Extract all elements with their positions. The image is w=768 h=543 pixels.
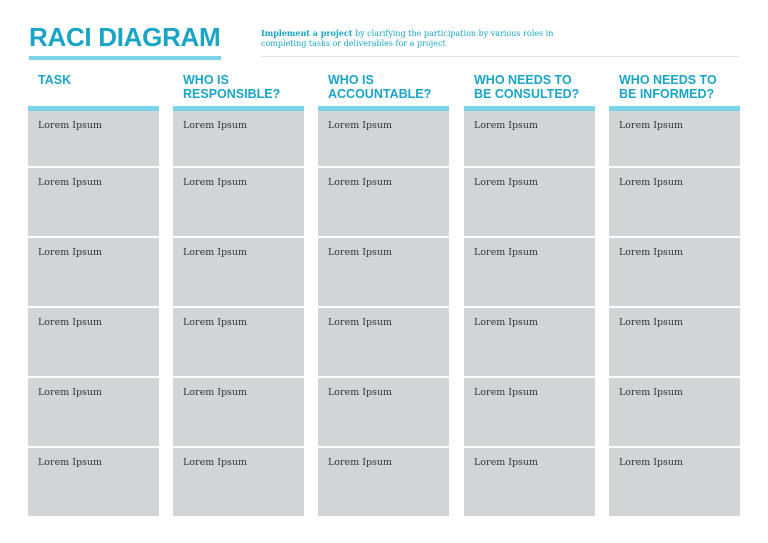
table-cell (28, 168, 159, 236)
cell-text: Lorem Ipsum (619, 177, 684, 188)
table-cell (318, 238, 449, 306)
table-cell (464, 111, 595, 166)
table-cell (318, 448, 449, 516)
column-header-task: TASK (38, 73, 72, 87)
column-header-responsible: WHO IS RESPONSIBLE? (183, 73, 281, 101)
table-cell (28, 238, 159, 306)
cell-text: Lorem Ipsum (619, 387, 684, 398)
table-cell (173, 168, 304, 236)
cell-text: Lorem Ipsum (474, 177, 539, 188)
cell-text: Lorem Ipsum (183, 387, 248, 398)
table-cell (318, 378, 449, 446)
cell-text: Lorem Ipsum (328, 247, 393, 258)
cell-text: Lorem Ipsum (183, 247, 248, 258)
column-header-consulted: WHO NEEDS TO BE CONSULTED? (474, 73, 580, 101)
cell-text: Lorem Ipsum (183, 177, 248, 188)
cell-text: Lorem Ipsum (619, 317, 684, 328)
cell-text: Lorem Ipsum (619, 457, 684, 468)
table-cell (28, 448, 159, 516)
table-cell (609, 378, 740, 446)
cell-text: Lorem Ipsum (619, 247, 684, 258)
table-cell (609, 238, 740, 306)
cell-text: Lorem Ipsum (38, 120, 103, 131)
table-cell (318, 308, 449, 376)
table-cell (173, 111, 304, 166)
cell-text: Lorem Ipsum (38, 317, 103, 328)
cell-text: Lorem Ipsum (38, 387, 103, 398)
cell-text: Lorem Ipsum (474, 387, 539, 398)
table-cell (28, 111, 159, 166)
table-cell (464, 308, 595, 376)
cell-text: Lorem Ipsum (474, 120, 539, 131)
table-cell (318, 168, 449, 236)
header-divider (261, 56, 739, 57)
table-cell (173, 378, 304, 446)
table-cell (28, 378, 159, 446)
title-underline (29, 56, 221, 60)
cell-text: Lorem Ipsum (474, 247, 539, 258)
page-subtitle (261, 28, 561, 49)
cell-text: Lorem Ipsum (328, 387, 393, 398)
table-cell (609, 111, 740, 166)
cell-text: Lorem Ipsum (328, 317, 393, 328)
cell-text: Lorem Ipsum (183, 457, 248, 468)
cell-text: Lorem Ipsum (183, 317, 248, 328)
cell-text: Lorem Ipsum (328, 120, 393, 131)
table-cell (464, 238, 595, 306)
column-header-informed: WHO NEEDS TO BE INFORMED? (619, 73, 717, 101)
cell-text: Lorem Ipsum (38, 177, 103, 188)
cell-text: Lorem Ipsum (38, 247, 103, 258)
table-cell (609, 168, 740, 236)
subtitle-emphasis: Implement a project (261, 28, 353, 38)
table-cell (173, 238, 304, 306)
table-cell (464, 378, 595, 446)
cell-text: Lorem Ipsum (328, 457, 393, 468)
table-cell (464, 168, 595, 236)
table-cell (609, 308, 740, 376)
cell-text: Lorem Ipsum (183, 120, 248, 131)
subtitle-text: by clarifying the participation by various roles in completing tasks or deliverables for a project (261, 29, 554, 48)
cell-text: Lorem Ipsum (474, 317, 539, 328)
cell-text: Lorem Ipsum (38, 457, 103, 468)
table-cell (609, 448, 740, 516)
table-cell (318, 111, 449, 166)
table-cell (173, 308, 304, 376)
table-cell (464, 448, 595, 516)
cell-text: Lorem Ipsum (619, 120, 684, 131)
column-header-accountable: WHO IS ACCOUNTABLE? (328, 73, 432, 101)
cell-text: Lorem Ipsum (474, 457, 539, 468)
table-cell (28, 308, 159, 376)
cell-text: Lorem Ipsum (328, 177, 393, 188)
table-cell (173, 448, 304, 516)
page-title: RACI DIAGRAM (29, 22, 221, 52)
